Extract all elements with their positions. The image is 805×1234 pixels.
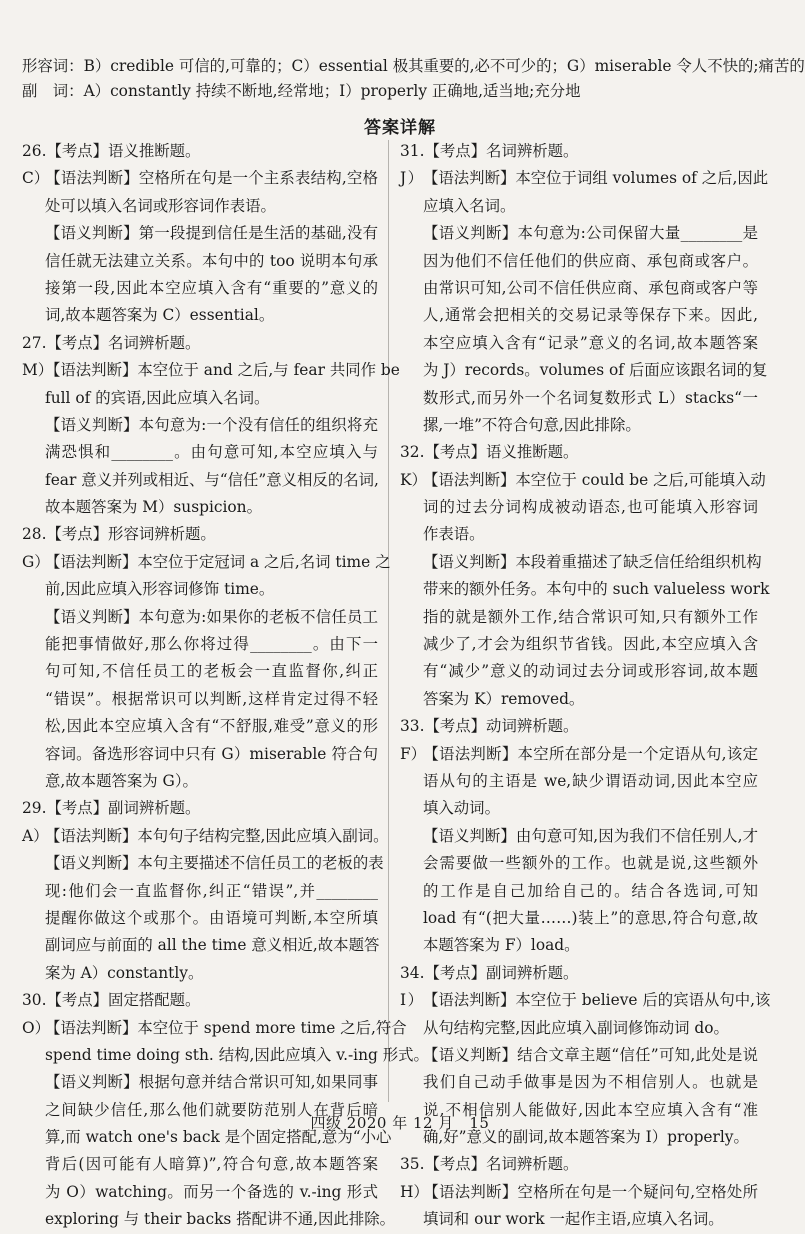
explanation-line <box>400 905 758 932</box>
explanation-line <box>400 604 758 631</box>
explanation-text: 本题答案为 F）load。 <box>423 936 580 955</box>
explanation-line <box>400 987 771 1014</box>
explanation-text: 语从句的主语是 we,缺少谓语动词,因此本空应 <box>423 771 758 790</box>
section-title: 答案详解 <box>364 118 436 138</box>
answer-key: I） <box>400 991 423 1010</box>
page-footer: 四级 2020 年 12 月 15 <box>310 1114 490 1132</box>
explanation-text: 因为他们不信任他们的供应商、承包商或客户。 <box>423 251 758 270</box>
explanation-text: 我们自己动手做事是因为不相信别人。也就是 <box>423 1073 758 1092</box>
explanation-text: 接第一段,因此本空应填入含有“重要的”意义的 <box>45 278 378 297</box>
explanation-text: spend time doing sth. 结构,因此应填入 v.-ing 形式。 <box>45 1045 429 1064</box>
explanation-line <box>22 631 378 658</box>
question-number: 26. <box>22 142 47 160</box>
question-26 <box>22 138 378 330</box>
explanation-line <box>22 576 378 603</box>
explanation-line <box>400 741 758 768</box>
explanation-line <box>22 302 378 329</box>
explanation-text: “错误”。根据常识可以判断,这样肯定过得不轻 <box>45 689 378 708</box>
explanation-text: 【语义判断】由句意可知,因为我们不信任别人,才 <box>423 826 758 845</box>
explanation-line <box>22 823 389 850</box>
answer-key: K） <box>400 470 427 489</box>
vocab-adverbs: 副 词：A）constantly 持续不断地,经常地；I）properly 正确地,适当地;充分地 <box>22 82 581 100</box>
explanation-text: 词,故本题答案为 C）essential。 <box>45 306 275 325</box>
explanation-text: 现:他们会一直监督你,纠正“错误”,并________ <box>45 881 378 900</box>
explanation-text: 故本题答案为 M）suspicion。 <box>45 498 262 517</box>
explanation-text: 摞,一堆”不符合句意,因此排除。 <box>423 415 641 434</box>
question-heading <box>22 795 378 822</box>
explanation-line <box>400 878 758 905</box>
explanation-text: 【语义判断】本段着重描述了缺乏信任给组织机构 <box>423 552 762 571</box>
explanation-text: 填词和 our work 一起作主语,应填入名词。 <box>423 1210 724 1229</box>
answer-key: G） <box>22 552 50 571</box>
question-28 <box>22 521 391 795</box>
explanation-text: 带来的额外任务。本句中的 such valueless work <box>423 580 770 599</box>
answer-key: F） <box>400 744 427 763</box>
question-heading <box>400 439 758 466</box>
question-heading <box>400 960 758 987</box>
explanation-line <box>400 576 770 603</box>
explanation-line <box>22 549 391 576</box>
explanation-text: 有“减少”意义的动词过去分词或形容词,故本题 <box>423 662 758 681</box>
explanation-text: 满恐惧和________。由句意可知,本空应填入与 <box>45 443 378 462</box>
explanation-line <box>400 658 758 685</box>
question-number: 33. <box>400 717 425 736</box>
explanation-text: 副词应与前面的 all the time 意义相近,故本题答 <box>45 936 380 955</box>
explanation-text: 作表语。 <box>423 525 485 544</box>
explanation-text: 【语义判断】本句意为:公司保留大量________是 <box>423 224 758 243</box>
explanation-line <box>400 412 758 439</box>
explanation-text: 【语义判断】第一段提到信任是生活的基础,没有 <box>45 224 378 243</box>
explanation-text: 应填入名词。 <box>423 196 516 215</box>
explanation-line <box>22 1206 395 1233</box>
explanation-line <box>400 795 758 822</box>
explanation-line <box>22 412 378 439</box>
explanation-line <box>22 850 384 877</box>
question-number: 27. <box>22 333 47 352</box>
explanation-text: 词的过去分词构成被动语态,也可能填入形容词 <box>423 498 758 517</box>
explanation-line <box>22 1151 378 1178</box>
explanation-line <box>22 467 378 494</box>
question-27 <box>22 330 400 522</box>
explanation-line <box>400 1015 758 1042</box>
explanation-text: 【语法判断】本空位于 spend more time 之后,符合 <box>45 1018 407 1037</box>
explanation-line <box>400 549 762 576</box>
explanation-text: 之间缺少信任,那么他们就要防范别人在背后暗 <box>45 1100 378 1119</box>
explanation-text: 【语法判断】本空位于 believe 后的宾语从句中,该 <box>423 991 771 1010</box>
explanation-text: 处可以填入名词或形容词作表语。 <box>45 196 276 215</box>
question-heading <box>22 330 378 357</box>
explanation-text: exploring 与 their backs 搭配讲不通,因此排除。 <box>45 1210 395 1229</box>
explanation-text: 【语义判断】本句主要描述不信任员工的老板的表 <box>45 854 384 873</box>
explanation-line <box>400 275 758 302</box>
question-heading <box>22 138 378 165</box>
explanation-line <box>400 467 766 494</box>
explanation-text: 本空应填入含有“记录”意义的名词,故本题答案 <box>423 333 758 352</box>
question-topic: 【考点】语义推断题。 <box>424 443 579 462</box>
question-heading <box>400 138 758 165</box>
explanation-text: 为 O）watching。而另一个备选的 v.-ing 形式 <box>45 1182 378 1201</box>
explanation-line <box>22 193 378 220</box>
explanation-line <box>22 905 378 932</box>
explanation-line <box>22 686 378 713</box>
explanation-text: 数形式,而另外一个名词复数形式 L）stacks“一 <box>423 388 758 407</box>
explanation-text: full of 的宾语,因此应填入名词。 <box>45 388 270 407</box>
explanation-text: 松,因此本空应填入含有“不舒服,难受”意义的形 <box>45 717 378 736</box>
explanation-line <box>22 658 378 685</box>
question-heading <box>22 521 378 548</box>
explanation-text: 容词。备选形容词中只有 G）miserable 符合句 <box>45 744 378 763</box>
explanation-line <box>400 1206 758 1233</box>
explanation-line <box>22 1042 429 1069</box>
explanation-text: 意,故本题答案为 G）。 <box>45 771 198 790</box>
question-32 <box>400 439 770 713</box>
explanation-line <box>22 275 378 302</box>
explanation-text: 【语法判断】本句句子结构完整,因此应填入副词。 <box>45 826 389 845</box>
question-number: 30. <box>22 991 47 1010</box>
explanation-line <box>400 850 758 877</box>
explanation-line <box>400 932 758 959</box>
explanation-text: fear 意义并列或相近、与“信任”意义相反的名词, <box>45 470 379 489</box>
question-31 <box>400 138 769 439</box>
explanation-text: 从句结构完整,因此应填入副词修饰动词 do。 <box>423 1018 729 1037</box>
question-29 <box>22 795 389 987</box>
explanation-text: 的工作是自己加给自己的。结合各选词,可知 <box>423 881 758 900</box>
explanation-line <box>400 302 758 329</box>
explanation-text: 句可知,不信任员工的老板会一直监督你,纠正 <box>45 662 378 681</box>
explanation-text: 【语法判断】本空所在部分是一个定语从句,该定 <box>423 744 758 763</box>
explanation-text: 【语法判断】本空位于定冠词 a 之后,名词 time 之 <box>45 552 391 571</box>
question-number: 35. <box>400 1155 425 1174</box>
explanation-text: 【语法判断】本空位于词组 volumes of 之后,因此 <box>423 169 769 188</box>
explanation-line <box>22 713 378 740</box>
explanation-line <box>22 357 400 384</box>
explanation-text: 填入动词。 <box>423 799 500 818</box>
explanation-line <box>400 220 758 247</box>
explanation-line <box>22 1069 378 1096</box>
question-topic: 【考点】名词辨析题。 <box>46 333 201 352</box>
question-topic: 【考点】形容词辨析题。 <box>46 525 216 544</box>
explanation-line <box>400 193 758 220</box>
question-heading <box>400 1151 758 1178</box>
explanation-line <box>22 165 378 192</box>
explanation-line <box>22 741 378 768</box>
explanation-line <box>400 768 758 795</box>
explanation-text: 由常识可知,公司不信任供应商、承包商或客户等 <box>423 278 758 297</box>
explanation-text: 背后(因可能有人暗算)”,符合句意,故本题答案 <box>45 1155 378 1174</box>
explanation-text: 说,不相信别人能做好,因此本空应填入含有“准 <box>423 1100 758 1119</box>
explanation-text: 【语法判断】本空位于 could be 之后,可能填入动 <box>423 470 766 489</box>
question-33 <box>400 713 758 960</box>
explanation-line <box>22 932 378 959</box>
question-number: 29. <box>22 799 47 818</box>
answer-key: A） <box>22 826 49 845</box>
explanation-text: load 有“(把大量……)装上”的意思,符合句意,故 <box>423 908 758 927</box>
explanation-text: 【语法判断】空格所在句是一个主系表结构,空格 <box>45 169 378 188</box>
vocab-block <box>22 54 805 104</box>
explanation-text: 为 J）records。volumes of 后面应该跟名词的复 <box>423 361 768 380</box>
explanation-text: 信任就无法建立关系。本句中的 too 说明本句承 <box>45 251 378 270</box>
explanation-line <box>400 631 758 658</box>
explanation-line <box>400 521 758 548</box>
explanation-text: 【语法判断】本空位于 and 之后,与 fear 共同作 be <box>45 361 400 380</box>
explanation-text: 提醒你做这个或那个。由语境可判断,本空所填 <box>45 908 378 927</box>
question-topic: 【考点】固定搭配题。 <box>46 991 201 1010</box>
explanation-line <box>400 385 758 412</box>
answer-key: C） <box>22 169 50 188</box>
question-heading <box>400 713 758 740</box>
explanation-line <box>400 165 769 192</box>
question-35 <box>400 1151 758 1233</box>
question-heading <box>22 987 378 1014</box>
explanation-line <box>400 1042 758 1069</box>
explanation-line <box>400 1179 758 1206</box>
vocab-adjectives: 形容词：B）credible 可信的,可靠的；C）essential 极其重要的,必不可少的；G）miserable 令人不快的;痛苦的 <box>22 57 805 75</box>
explanation-text: 答案为 K）removed。 <box>423 689 585 708</box>
explanation-text: 算,而 watch one's back 是个固定搭配,意为“小心 <box>45 1128 392 1147</box>
question-topic: 【考点】语义推断题。 <box>46 142 201 160</box>
explanation-text: 前,因此应填入形容词修饰 time。 <box>45 580 275 599</box>
explanation-text: 减少了,才会为组织节省钱。因此,本空应填入含 <box>423 635 758 654</box>
explanation-line <box>22 494 378 521</box>
question-number: 31. <box>400 142 425 160</box>
explanation-text: 【语义判断】结合文章主题“信任”可知,此处是说 <box>423 1045 758 1064</box>
explanation-line <box>22 220 378 247</box>
answer-key: J） <box>400 169 423 188</box>
explanation-line <box>22 878 378 905</box>
explanation-line <box>22 768 378 795</box>
explanation-line <box>400 823 758 850</box>
explanation-text: 案为 A）constantly。 <box>45 963 204 982</box>
explanation-text: 【语义判断】本句意为:如果你的老板不信任员工 <box>45 607 378 626</box>
explanation-line <box>22 960 378 987</box>
explanation-text: 能把事情做好,那么你将过得________。由下一 <box>45 635 378 654</box>
explanation-text: 人,通常会把相关的交易记录等保存下来。因此, <box>423 306 758 325</box>
explanation-line <box>22 385 378 412</box>
explanation-line <box>400 248 758 275</box>
explanation-text: 会需要做一些额外的工作。也就是说,这些额外 <box>423 854 758 873</box>
answer-key: H） <box>400 1182 429 1201</box>
explanation-line <box>22 1179 378 1206</box>
explanation-text: 确,好”意义的副词,故本题答案为 I）properly。 <box>423 1128 749 1147</box>
question-number: 32. <box>400 443 425 462</box>
question-number: 28. <box>22 525 47 544</box>
question-topic: 【考点】动词辨析题。 <box>424 717 579 736</box>
question-topic: 【考点】名词辨析题。 <box>424 142 579 160</box>
explanation-line <box>400 494 758 521</box>
answer-key: M） <box>22 361 54 380</box>
question-number: 34. <box>400 963 425 982</box>
explanation-text: 【语法判断】空格所在句是一个疑问句,空格处所 <box>423 1182 758 1201</box>
column-divider <box>388 140 389 1102</box>
explanation-line <box>400 357 768 384</box>
answer-key: O） <box>22 1018 51 1037</box>
explanation-line <box>22 439 378 466</box>
explanation-text: 指的就是额外工作,结合常识可知,只有额外工作 <box>423 607 758 626</box>
right-column <box>400 138 771 1234</box>
explanation-line <box>22 604 378 631</box>
explanation-line <box>22 248 378 275</box>
explanation-line <box>400 686 758 713</box>
explanation-line <box>400 1069 758 1096</box>
explanation-line <box>400 330 758 357</box>
question-topic: 【考点】副词辨析题。 <box>424 963 579 982</box>
question-topic: 【考点】名词辨析题。 <box>424 1155 579 1174</box>
explanation-text: 【语义判断】本句意为:一个没有信任的组织将充 <box>45 415 378 434</box>
explanation-line <box>22 1015 407 1042</box>
explanation-text: 【语义判断】根据句意并结合常识可知,如果同事 <box>45 1073 378 1092</box>
question-topic: 【考点】副词辨析题。 <box>46 799 201 818</box>
